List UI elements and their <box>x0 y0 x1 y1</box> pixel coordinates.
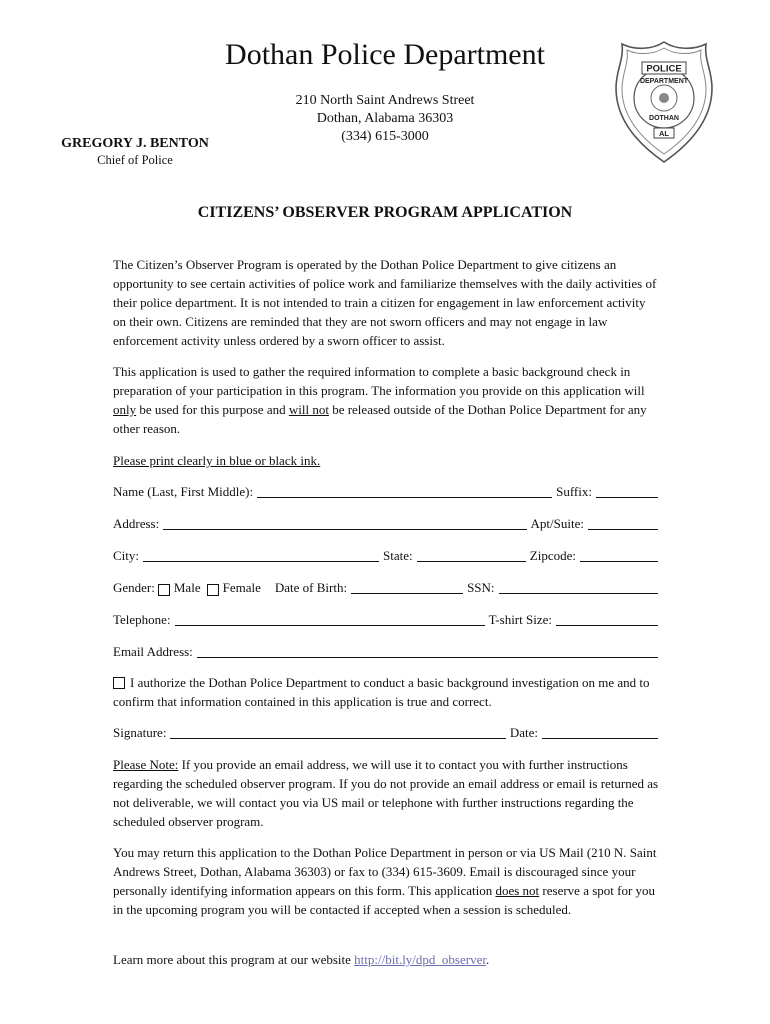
tshirt-field[interactable] <box>556 612 658 626</box>
suffix-label: Suffix: <box>556 484 592 499</box>
note-paragraph <box>113 755 661 831</box>
dob-label: Date of Birth: <box>274 580 348 595</box>
signature-field[interactable] <box>170 725 505 739</box>
city-row <box>113 546 658 564</box>
date-field[interactable] <box>542 725 658 739</box>
female-label: Female <box>222 580 261 595</box>
telephone-field[interactable] <box>175 612 485 626</box>
purpose-paragraph <box>113 362 661 438</box>
suffix-field[interactable] <box>596 484 658 498</box>
return-text-b: reserve a spot for you in the upcoming program you will be contacted if accepted when a session is scheduled. <box>113 883 656 917</box>
purpose-text-a: This application is used to gather the required information to complete a basic background check in preparation of your participation in this program. The information you provide on this application will <box>113 364 645 398</box>
name-row <box>113 482 658 500</box>
badge-police-text: POLICE <box>646 63 682 75</box>
apt-label: Apt/Suite: <box>530 516 584 531</box>
female-checkbox[interactable] <box>207 584 219 596</box>
tshirt-label: T-shirt Size: <box>488 612 552 627</box>
print-note <box>113 451 661 470</box>
gender-row <box>113 578 658 596</box>
city-state-zip: Dothan, Alabama 36303 <box>316 111 454 126</box>
authorize-text: I authorize the Dothan Police Department to conduct a basic background investigation on me and to confirm that information contained in this application is true and correct. <box>113 675 650 709</box>
form-heading: CITIZENS’ OBSERVER PROGRAM APPLICATION <box>197 204 573 221</box>
print-instruction: Please print clearly in blue or black ink. <box>113 453 321 468</box>
male-checkbox[interactable] <box>158 584 170 596</box>
badge-state-text: AL <box>659 129 669 138</box>
date-label: Date: <box>509 725 538 740</box>
address-field[interactable] <box>163 516 526 530</box>
only-emphasis: only <box>113 402 137 417</box>
department-phone: (334) 615-3000 <box>341 129 429 144</box>
learn-period: . <box>485 952 490 967</box>
street-address: 210 North Saint Andrews Street <box>295 93 475 108</box>
signature-row <box>113 723 658 741</box>
signature-label: Signature: <box>113 725 167 740</box>
authorize-paragraph <box>113 673 661 711</box>
intro-text: The Citizen’s Observer Program is operated by the Dothan Police Department to give citizens an opportunity to see certain activities of police work and familiarize themselves with the daily activities of their police department. It is not intended to train a citizen for engagement in law enforcement activity on their own. Citizens are reminded that they are not sworn officers and may not engage in law enforcement activity unless ordered by a sworn officer to assist. <box>113 257 657 348</box>
note-text: If you provide an email address, we will use it to contact you with further instructions regarding the scheduled observer program. If you do not provide an email address or email is returned as not deliverable, we will contact you via US mail or telephone with further instructions regarding the scheduled observer program. <box>113 757 659 829</box>
learn-more <box>113 950 661 969</box>
police-badge-icon <box>614 40 714 164</box>
state-label: State: <box>383 548 413 563</box>
badge-city-text: DOTHAN <box>649 115 679 122</box>
ssn-field[interactable] <box>499 580 658 594</box>
email-label: Email Address: <box>113 644 193 659</box>
ssn-label: SSN: <box>467 580 495 595</box>
address-row <box>113 514 658 532</box>
telephone-label: Telephone: <box>113 612 171 627</box>
city-field[interactable] <box>143 548 379 562</box>
apt-field[interactable] <box>588 516 658 530</box>
male-label: Male <box>173 580 201 595</box>
zip-label: Zipcode: <box>529 548 576 563</box>
purpose-text-b: be used for this purpose and <box>136 402 289 417</box>
badge-department-text: DEPARTMENT <box>639 78 689 85</box>
dob-field[interactable] <box>351 580 463 594</box>
city-label: City: <box>113 548 140 563</box>
email-field[interactable] <box>197 644 658 658</box>
does-not-emphasis: does not <box>495 883 540 898</box>
program-website-link[interactable]: http://bit.ly/dpd_observer <box>354 952 486 967</box>
gender-label: Gender: <box>113 580 155 595</box>
note-label: Please Note: <box>113 757 179 772</box>
address-label: Address: <box>113 516 160 531</box>
will-not-emphasis: will not <box>288 402 329 417</box>
telephone-row <box>113 610 658 628</box>
name-field[interactable] <box>257 484 552 498</box>
intro-paragraph <box>113 255 661 350</box>
chief-name: GREGORY J. BENTON <box>61 136 209 151</box>
purpose-text-c: be released outside of the Dothan Police Department for any other reason. <box>113 402 647 436</box>
name-label: Name (Last, First Middle): <box>113 484 254 499</box>
email-row <box>113 642 658 660</box>
return-paragraph <box>113 843 661 919</box>
learn-text: Learn more about this program at our website <box>113 952 355 967</box>
chief-title: Chief of Police <box>97 153 173 167</box>
page-title: Dothan Police Department <box>225 38 545 71</box>
return-text-a: You may return this application to the Dothan Police Department in person or via US Mail (210 N. Saint Andrews Street, Dothan, Alabama 36303) or fax to (334) 615-3609. Email is discouraged since your personally identifying information appears on this form. This application <box>113 845 657 898</box>
zip-field[interactable] <box>580 548 658 562</box>
authorize-checkbox[interactable] <box>113 677 125 689</box>
state-field[interactable] <box>417 548 526 562</box>
